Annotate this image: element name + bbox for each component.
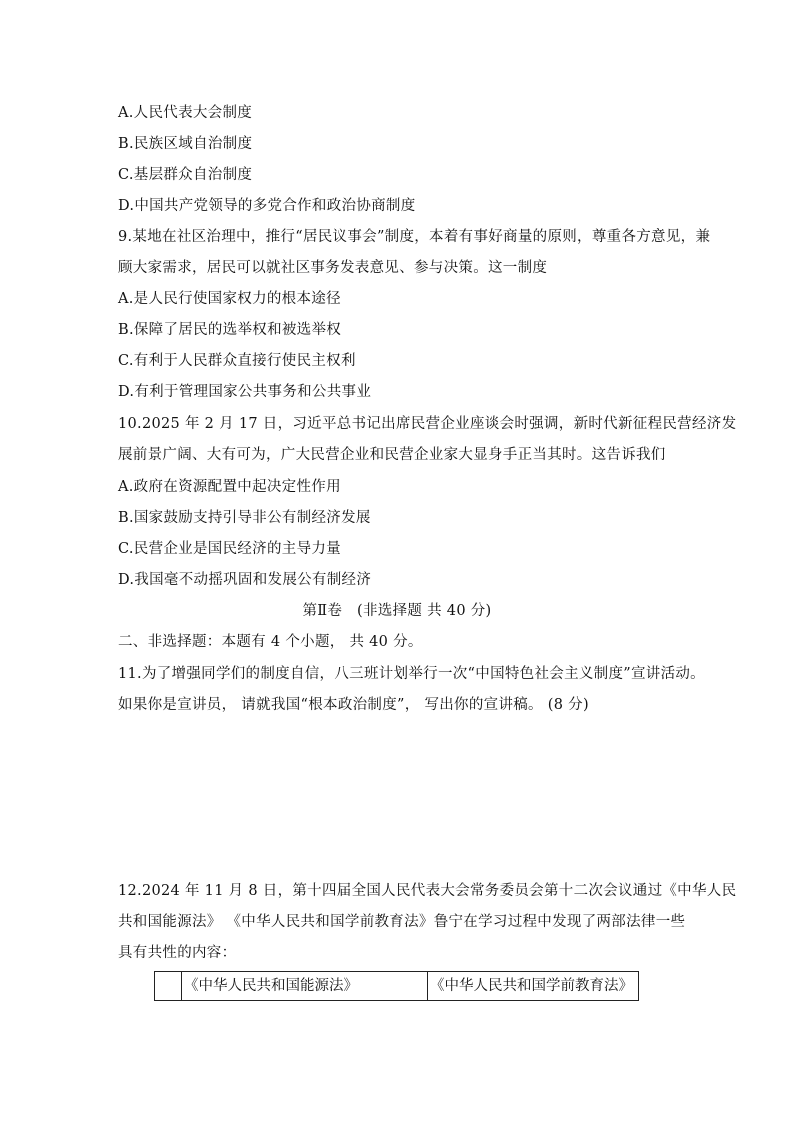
- q9-stem-line-1: 9.某地在社区治理中，推行“居民议事会”制度，本着有事好商量的原则，尊重各方意见，兼: [118, 229, 711, 245]
- q12-stem-line-3: 具有共性的内容：: [118, 945, 237, 961]
- q11-stem-line-1: 11.为了增强同学们的制度自信，八三班计划举行一次“中国特色社会主义制度”宣讲活动。: [118, 666, 705, 682]
- q8-option-c: C.基层群众自治制度: [118, 167, 253, 183]
- q9-option-c: C.有利于人民群众直接行使民主权利: [118, 353, 356, 369]
- table-header-cell-empty: [155, 972, 182, 1000]
- q9-option-b: B.保障了居民的选举权和被选举权: [118, 322, 342, 338]
- q9-option-d: D.有利于管理国家公共事务和公共事业: [118, 384, 372, 400]
- q10-option-b: B.国家鼓励支持引导非公有制经济发展: [118, 510, 371, 526]
- q8-option-d: D.中国共产党领导的多党合作和政治协商制度: [118, 198, 416, 214]
- q10-option-d: D.我国毫不动摇巩固和发展公有制经济: [118, 572, 372, 588]
- q9-stem-line-2: 顾大家需求，居民可以就社区事务发表意见、参与决策。这一制度: [118, 260, 548, 276]
- section-2-title: 第Ⅱ卷 (非选择题 共 40 分): [302, 603, 492, 619]
- q10-option-a: A.政府在资源配置中起决定性作用: [118, 479, 341, 495]
- q10-stem-line-1: 10.2025 年 2 月 17 日，习近平总书记出席民营企业座谈会时强调，新时代新征程民营经济发: [118, 416, 737, 432]
- q10-option-c: C.民营企业是国民经济的主导力量: [118, 541, 341, 557]
- q12-stem-line-1: 12.2024 年 11 月 8 日，第十四届全国人民代表大会常务委员会第十二次会议通过《中华人民: [118, 883, 737, 899]
- q11-stem-line-2: 如果你是宣讲员， 请就我国“根本政治制度”， 写出你的宣讲稿。 (8 分): [118, 697, 589, 713]
- q8-option-a: A.人民代表大会制度: [118, 105, 253, 121]
- table-header-energy-law: 《中华人民共和国能源法》: [182, 972, 428, 1000]
- section-2-intro: 二、非选择题：本题有 4 个小题， 共 40 分。: [118, 634, 423, 650]
- table-header-preschool-education-law: 《中华人民共和国学前教育法》: [430, 978, 633, 994]
- q12-stem-line-2: 共和国能源法》 《中华人民共和国学前教育法》鲁宁在学习过程中发现了两部法律一些: [118, 914, 686, 930]
- law-comparison-table: [154, 971, 639, 1001]
- q10-stem-line-2: 展前景广阔、大有可为，广大民营企业和民营企业家大显身手正当其时。这告诉我们: [118, 447, 666, 463]
- q9-option-a: A.是人民行使国家权力的根本途径: [118, 291, 341, 307]
- q8-option-b: B.民族区域自治制度: [118, 136, 253, 152]
